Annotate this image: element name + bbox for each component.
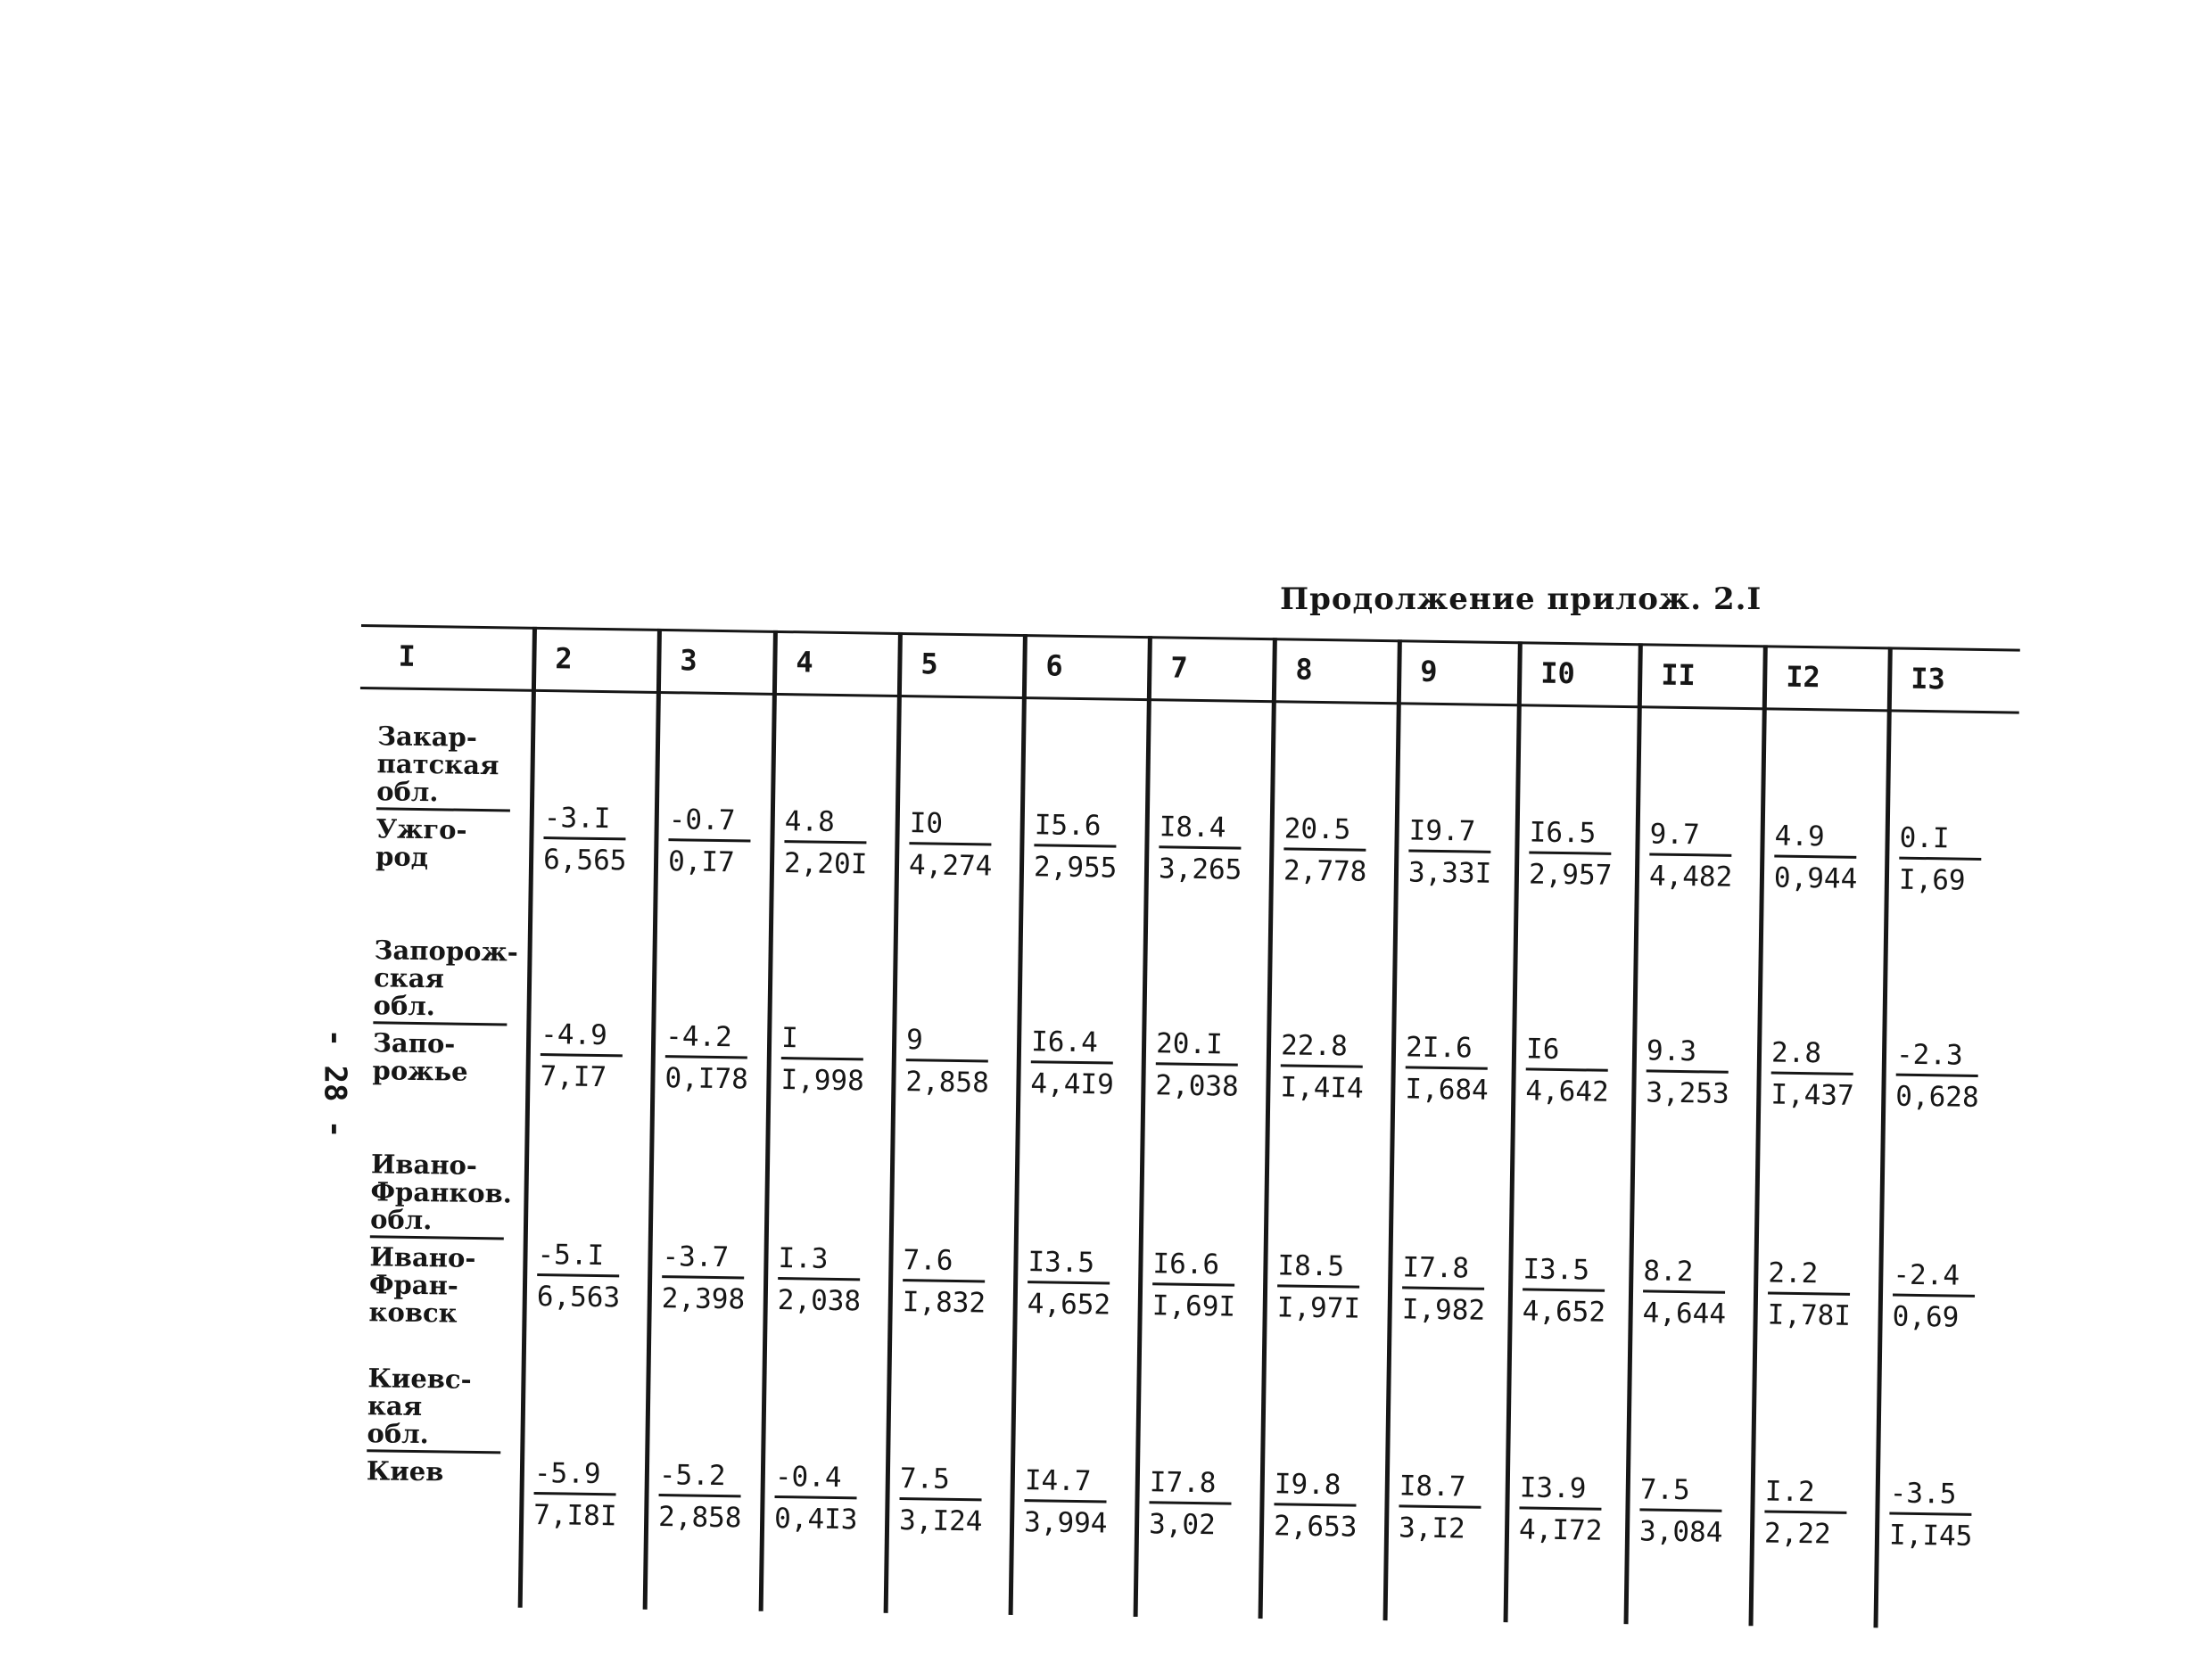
table-row <box>353 936 2015 1175</box>
coefficient-value: 3,33I <box>1407 856 1492 890</box>
coefficient-value: 0,944 <box>1773 861 1858 895</box>
value-cell <box>1280 1028 1388 1106</box>
coefficient-value: 2,858 <box>657 1501 742 1535</box>
column-header: II <box>1661 657 1696 693</box>
temperature-value: I0 <box>909 806 992 845</box>
coefficient-value: 2,653 <box>1273 1510 1358 1544</box>
oblast-name: Ивано- Франков. обл. <box>370 1150 505 1240</box>
value-cell <box>1274 1467 1382 1545</box>
temperature-value: I8.7 <box>1399 1469 1482 1508</box>
coefficient-value: 3,253 <box>1646 1076 1729 1110</box>
coefficient-value: I,69I <box>1151 1289 1236 1323</box>
value-cell <box>1151 1247 1259 1324</box>
temperature-value: I6 <box>1526 1032 1609 1071</box>
coefficient-value: 3,02 <box>1148 1508 1217 1542</box>
temperature-value: I5.6 <box>1034 808 1117 847</box>
value-cell <box>1529 815 1637 893</box>
column-header: 3 <box>680 643 697 678</box>
city-name: Ивано- Фран- ковск <box>368 1241 476 1329</box>
value-cell <box>903 1243 1011 1321</box>
value-cell <box>1642 1254 1750 1331</box>
coefficient-value: I,832 <box>902 1286 986 1320</box>
value-cell <box>668 803 776 880</box>
temperature-value: 7.5 <box>899 1462 982 1501</box>
region-label <box>367 1364 502 1487</box>
temperature-value: I9.7 <box>1408 813 1491 853</box>
temperature-value: I7.8 <box>1149 1465 1232 1504</box>
coefficient-value: 2,858 <box>905 1066 990 1100</box>
value-cell <box>780 1021 888 1099</box>
coefficient-value: 4,4I9 <box>1030 1067 1115 1101</box>
temperature-value: I <box>781 1021 864 1060</box>
header-bottom-rule <box>360 687 2019 714</box>
value-cell <box>1034 808 1142 886</box>
temperature-value: -0.4 <box>775 1460 858 1499</box>
temperature-value: 9.7 <box>1649 817 1732 856</box>
coefficient-value: 2,778 <box>1283 854 1367 888</box>
column-header: I <box>398 639 417 673</box>
temperature-value: 2.8 <box>1771 1036 1854 1075</box>
region-label <box>372 935 519 1087</box>
coefficient-value: 3,I2 <box>1398 1512 1466 1545</box>
temperature-value: -0.7 <box>668 803 751 842</box>
coefficient-value: 7,I8I <box>532 1498 617 1533</box>
table-row <box>351 1150 2012 1389</box>
temperature-value: I6.6 <box>1152 1247 1235 1286</box>
value-cell <box>1889 1477 1997 1554</box>
column-header: I3 <box>1911 661 1946 696</box>
coefficient-value: 0,4I3 <box>773 1502 858 1537</box>
data-table <box>347 624 2020 1629</box>
coefficient-value: I,97I <box>1276 1291 1361 1325</box>
coefficient-value: 4,I72 <box>1518 1513 1603 1547</box>
temperature-value: I4.7 <box>1024 1463 1107 1503</box>
temperature-value: -5.9 <box>534 1456 617 1495</box>
city-name: Киев <box>366 1455 444 1487</box>
value-cell <box>537 1238 645 1315</box>
coefficient-value: I,4I4 <box>1280 1071 1364 1105</box>
value-cell <box>533 1456 641 1534</box>
value-cell <box>1159 810 1267 887</box>
value-cell <box>1155 1026 1263 1104</box>
column-header: I0 <box>1540 655 1576 691</box>
coefficient-value: 2,955 <box>1033 851 1118 885</box>
value-cell <box>1895 1038 2003 1116</box>
coefficient-value: 4,644 <box>1642 1297 1727 1331</box>
value-cell <box>909 806 1017 884</box>
temperature-value: I6.4 <box>1031 1025 1114 1064</box>
value-cell <box>1646 1034 1754 1111</box>
temperature-value: 20.I <box>1156 1026 1239 1066</box>
coefficient-value: 2,20I <box>783 847 868 881</box>
temperature-value: 8.2 <box>1643 1254 1726 1293</box>
temperature-value: -3.I <box>543 801 626 840</box>
column-header: 6 <box>1045 648 1063 683</box>
city-name: Запо- рожье <box>372 1027 468 1087</box>
coefficient-value: 0,I78 <box>664 1062 749 1096</box>
coefficient-value: 2,038 <box>1155 1069 1240 1103</box>
temperature-value: 9 <box>906 1023 989 1062</box>
value-cell <box>1525 1032 1633 1109</box>
coefficient-value: I,437 <box>1770 1078 1854 1112</box>
temperature-value: I3.5 <box>1028 1245 1110 1284</box>
coefficient-value: 7,I7 <box>540 1060 607 1094</box>
value-cell <box>1899 821 2007 899</box>
coefficient-value: 3,994 <box>1023 1506 1108 1540</box>
temperature-value: 20.5 <box>1283 812 1366 851</box>
value-cell <box>658 1458 766 1536</box>
value-cell <box>1030 1025 1138 1102</box>
page-number: - 28 - <box>317 1028 353 1139</box>
value-cell <box>899 1462 1007 1539</box>
coefficient-value: 3,084 <box>1638 1515 1723 1549</box>
value-cell <box>784 804 892 882</box>
table-top-rule <box>361 624 2020 652</box>
temperature-value: 7.6 <box>903 1243 986 1282</box>
coefficient-value: I,78I <box>1767 1298 1852 1332</box>
coefficient-value: 0,628 <box>1895 1080 1979 1114</box>
value-cell <box>778 1241 886 1319</box>
value-cell <box>543 801 651 878</box>
value-cell <box>1405 1030 1513 1108</box>
value-cell <box>1399 1469 1506 1546</box>
coefficient-value: I,684 <box>1405 1073 1489 1107</box>
value-cell <box>1283 812 1391 889</box>
value-cell <box>774 1460 882 1537</box>
coefficient-value: 4,652 <box>1522 1295 1606 1329</box>
temperature-value: 0.I <box>1899 821 1982 861</box>
coefficient-value: 4,652 <box>1027 1288 1111 1322</box>
temperature-value: I8.4 <box>1159 810 1242 849</box>
oblast-name: Закар- патская обл. <box>376 722 511 812</box>
column-header: 8 <box>1295 652 1313 687</box>
coefficient-value: 4,642 <box>1525 1075 1609 1108</box>
coefficient-value: I,998 <box>780 1064 865 1098</box>
temperature-value: -2.3 <box>1896 1038 1979 1077</box>
value-cell <box>1522 1252 1630 1330</box>
temperature-value: I6.5 <box>1529 815 1612 854</box>
temperature-value: -3.7 <box>662 1240 745 1279</box>
value-cell <box>1027 1245 1135 1322</box>
value-cell <box>540 1017 648 1095</box>
temperature-value: -4.2 <box>665 1019 748 1059</box>
temperature-value: 4.9 <box>1774 820 1857 859</box>
value-cell <box>664 1019 772 1097</box>
value-cell <box>1649 817 1757 894</box>
coefficient-value: 2,038 <box>777 1284 862 1318</box>
value-cell <box>1024 1463 1132 1541</box>
coefficient-value: I,69 <box>1898 863 1966 897</box>
coefficient-value: 6,565 <box>542 844 627 877</box>
coefficient-value: I,982 <box>1401 1293 1486 1327</box>
value-cell <box>1149 1465 1257 1543</box>
column-header: 2 <box>555 641 574 676</box>
value-cell <box>1639 1472 1747 1550</box>
table-row <box>357 722 2018 961</box>
temperature-value: -3.5 <box>1889 1477 1972 1516</box>
temperature-value: I9.8 <box>1274 1467 1357 1506</box>
oblast-name: Киевс- кая обл. <box>367 1364 501 1454</box>
temperature-value: I3.5 <box>1523 1252 1605 1291</box>
coefficient-value: 2,398 <box>661 1282 746 1316</box>
value-cell <box>1276 1248 1384 1326</box>
value-cell <box>1401 1250 1509 1328</box>
temperature-value: -4.9 <box>541 1017 623 1057</box>
coefficient-value: 0,I7 <box>667 845 736 879</box>
coefficient-value: 2,22 <box>1763 1517 1831 1551</box>
coefficient-value: 0,69 <box>1892 1300 1960 1334</box>
coefficient-value: 2,957 <box>1528 858 1613 892</box>
temperature-value: 2I.6 <box>1406 1030 1489 1069</box>
value-cell <box>905 1023 1013 1100</box>
region-label <box>376 722 511 872</box>
temperature-value: 2.2 <box>1768 1256 1851 1295</box>
value-cell <box>1892 1258 2000 1336</box>
column-header: 5 <box>920 647 938 681</box>
value-cell <box>1764 1474 1872 1552</box>
table-row <box>347 1364 2009 1603</box>
temperature-value: 7.5 <box>1639 1472 1722 1512</box>
column-header: 4 <box>796 645 813 680</box>
coefficient-value: I,I45 <box>1888 1519 1973 1553</box>
coefficient-value: 3,I24 <box>898 1504 983 1538</box>
temperature-value: 22.8 <box>1281 1028 1364 1067</box>
value-cell <box>662 1240 770 1317</box>
city-name: Ужго- род <box>375 813 467 873</box>
temperature-value: -2.4 <box>1893 1258 1976 1298</box>
temperature-value: I7.8 <box>1402 1250 1485 1289</box>
coefficient-value: 6,563 <box>536 1281 621 1314</box>
temperature-value: I.3 <box>778 1241 861 1281</box>
column-header: I2 <box>1786 659 1821 695</box>
coefficient-value: 4,274 <box>908 849 993 883</box>
temperature-value: 4.8 <box>784 804 867 844</box>
coefficient-value: 4,482 <box>1648 860 1733 894</box>
temperature-value: 9.3 <box>1647 1034 1729 1073</box>
region-label <box>368 1149 513 1329</box>
temperature-value: -5.2 <box>659 1458 742 1497</box>
value-cell <box>1519 1471 1627 1548</box>
oblast-name: Запорож- ская обл. <box>373 936 508 1026</box>
temperature-value: -5.I <box>537 1238 620 1277</box>
column-header: 7 <box>1170 650 1188 685</box>
column-header: 9 <box>1420 654 1438 688</box>
table-caption: Продолжение прилож. 2.I <box>1280 581 1762 617</box>
temperature-value: I8.5 <box>1277 1248 1360 1288</box>
value-cell <box>1770 1036 1878 1114</box>
value-cell <box>1408 813 1516 891</box>
value-cell <box>1767 1256 1875 1333</box>
value-cell <box>1774 820 1882 897</box>
temperature-value: I.2 <box>1764 1474 1847 1513</box>
temperature-value: I3.9 <box>1519 1471 1602 1510</box>
coefficient-value: 3,265 <box>1158 853 1242 886</box>
